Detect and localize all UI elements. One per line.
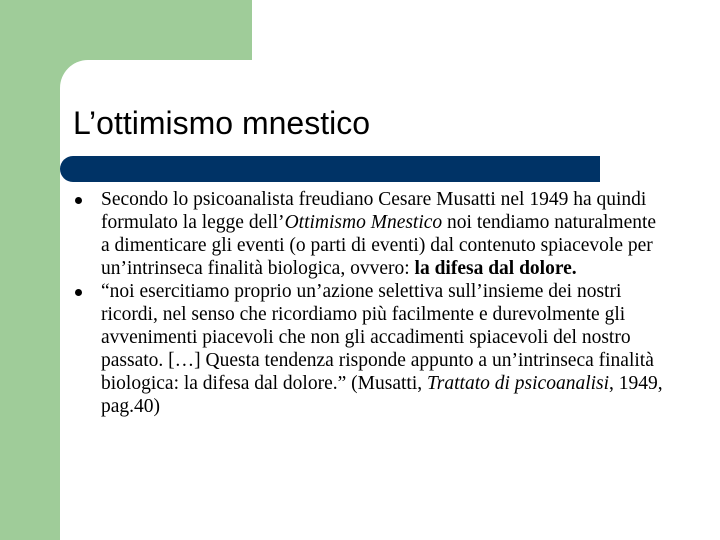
bullet-segment: , 1949, pag.40) <box>101 373 663 417</box>
bullet-dot-icon <box>75 289 82 296</box>
title-underline-bar <box>60 156 600 182</box>
bullet-text <box>101 280 664 418</box>
bullet-segment: Ottimismo Mnestico <box>284 212 443 233</box>
bullet-segment: la difesa dal dolore. <box>414 258 577 279</box>
bullet-segment: Trattato di psicoanalisi <box>427 373 610 394</box>
bullet-item <box>74 280 664 418</box>
bullet-item <box>74 188 664 280</box>
bullet-segment: “noi esercitiamo proprio un’azione selettiva sull’insieme dei nostri ricordi, nel senso che ricordiamo più facilmente e durevolmente gli avvenimenti piacevoli che non gli accadimenti spiacevoli del nostro passato. […] Questa tendenza risponde appunto a un’intrinseca finalità biologica: la difesa dal dolore.” (Musatti, <box>101 281 654 394</box>
slide-title: L’ottimismo mnestico <box>73 105 370 141</box>
slide-content <box>74 188 664 418</box>
bullet-segment: noi tendiamo naturalmente a dimenticare gli eventi (o parti di eventi) dal contenuto spiacevole per un’intrinseca finalità biologica, ovvero: <box>101 212 657 279</box>
bullet-segment: Secondo lo psicoanalista freudiano Cesare Musatti nel 1949 ha quindi formulato la legge dell’ <box>101 189 647 233</box>
bullet-dot-icon <box>75 197 82 204</box>
bullet-text <box>101 188 664 280</box>
